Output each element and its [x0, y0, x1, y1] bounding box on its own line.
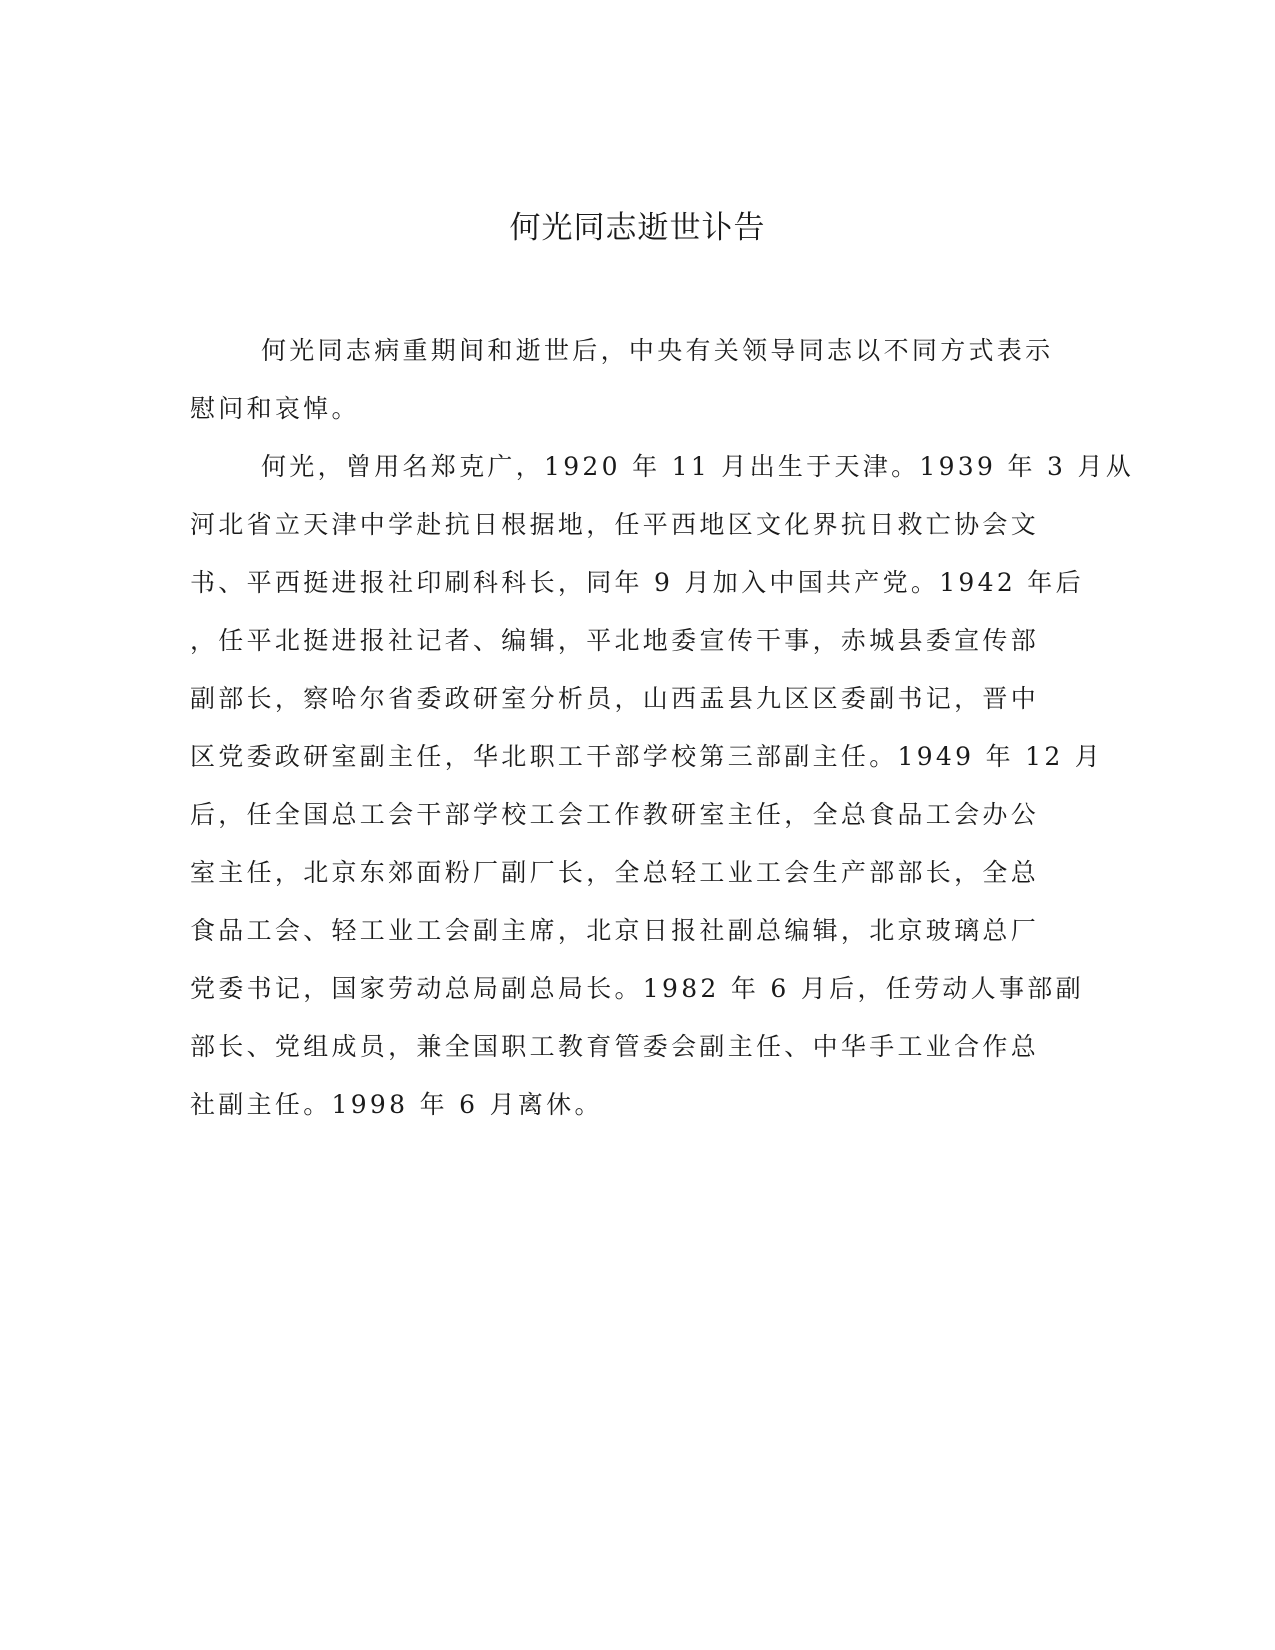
text-line: 区党委政研室副主任，华北职工干部学校第三部副主任。1949 年 12 月: [190, 742, 1104, 771]
text-line: 副部长，察哈尔省委政研室分析员，山西盂县九区区委副书记，晋中: [190, 684, 1040, 713]
paragraph-condolence: [190, 322, 1090, 438]
document-title: 何光同志逝世讣告: [509, 210, 766, 246]
text-line: 何光，曾用名郑克广，1920 年 11 月出生于天津。1939 年 3 月从: [261, 452, 1135, 481]
text-line: 河北省立天津中学赴抗日根据地，任平西地区文化界抗日救亡协会文: [190, 510, 1040, 539]
text-line: 室主任，北京东郊面粉厂副厂长，全总轻工业工会生产部部长，全总: [190, 858, 1040, 887]
text-line: ，任平北挺进报社记者、编辑，平北地委宣传干事，赤城县委宣传部: [190, 626, 1040, 655]
text-line: 慰问和哀悼。: [190, 394, 360, 423]
text-line: 部长、党组成员，兼全国职工教育管委会副主任、中华手工业合作总: [190, 1032, 1040, 1061]
text-line: 党委书记，国家劳动总局副总局长。1982 年 6 月后，任劳动人事部副: [190, 974, 1084, 1003]
document-body: [190, 322, 1135, 1134]
text-line: 何光同志病重期间和逝世后，中央有关领导同志以不同方式表示: [261, 336, 1054, 365]
text-line: 后，任全国总工会干部学校工会工作教研室主任，全总食品工会办公: [190, 800, 1040, 829]
text-line: 书、平西挺进报社印刷科科长，同年 9 月加入中国共产党。1942 年后: [190, 568, 1084, 597]
text-line: 食品工会、轻工业工会副主席，北京日报社副总编辑，北京玻璃总厂: [190, 916, 1040, 945]
paragraph-biography: [190, 438, 1135, 1134]
text-line: 社副主任。1998 年 6 月离休。: [190, 1090, 603, 1119]
